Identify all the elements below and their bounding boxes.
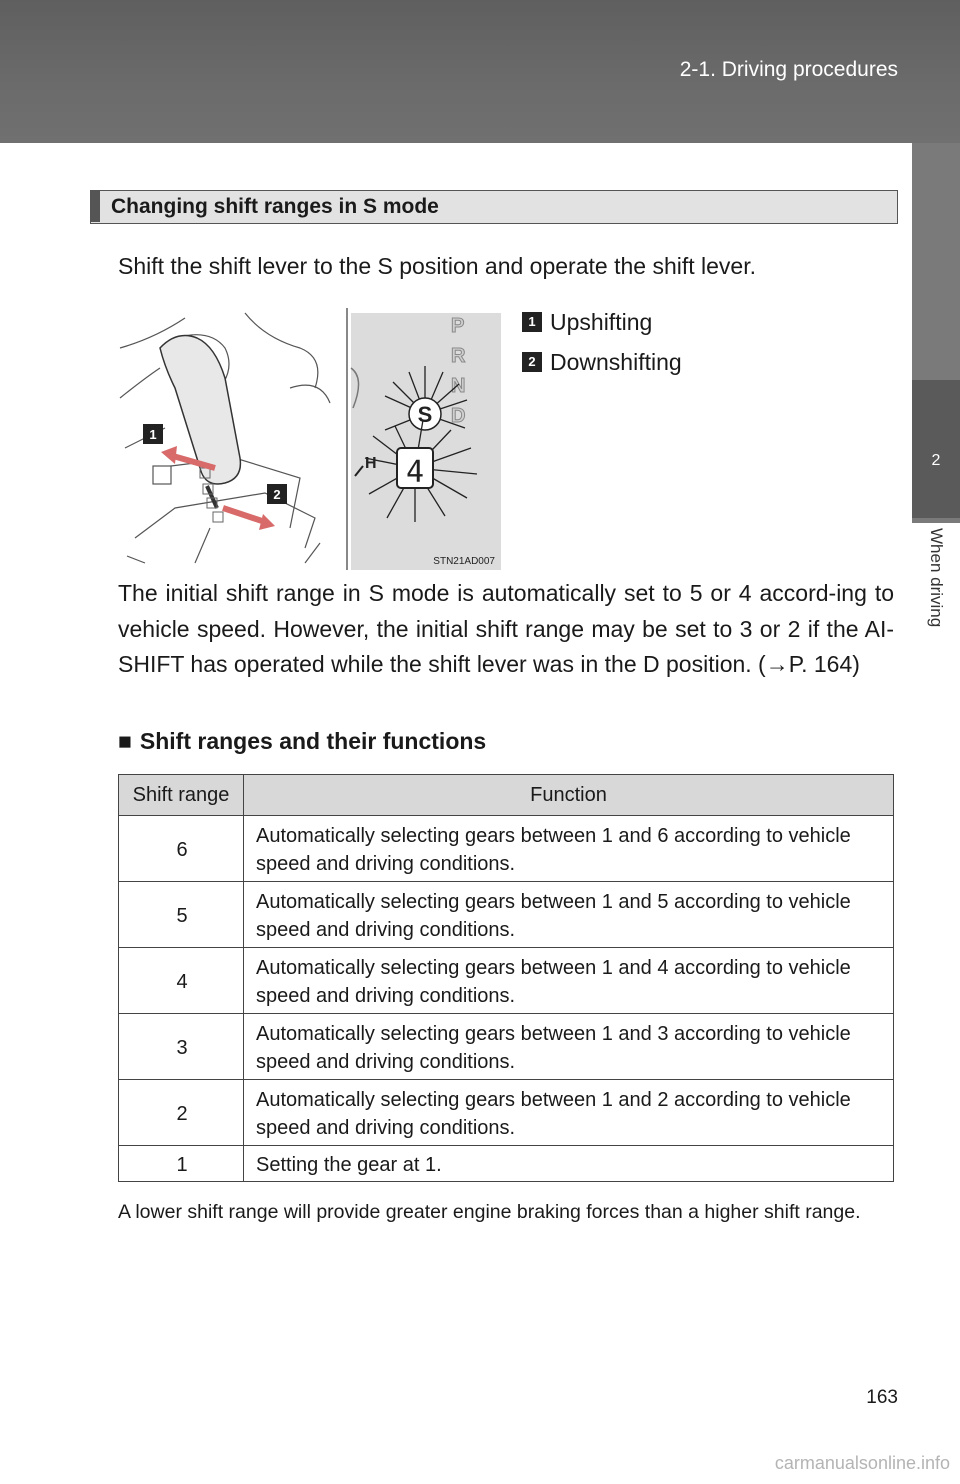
gear-letter-r: R	[451, 345, 466, 367]
legend-label-upshifting: Upshifting	[550, 308, 653, 335]
function-cell: Automatically selecting gears between 1 and 6 according to vehicle speed and driving conditions.	[244, 816, 894, 882]
subsection-heading	[118, 728, 486, 755]
shift-range-cell: 5	[119, 882, 244, 948]
side-tab-label: When driving	[927, 528, 946, 628]
gear-letter-n: N	[451, 375, 466, 397]
table-row	[119, 948, 894, 1014]
section-title: Changing shift ranges in S mode	[111, 195, 439, 218]
legend-label-downshifting: Downshifting	[550, 348, 682, 375]
table-row	[119, 1080, 894, 1146]
initial-shift-range-paragraph: The initial shift range in S mode is automatically set to 5 or 4 accord-ing to vehicle speed. However, the initial shift range may be set to 3 or 2 if the AI-SHIFT has operated while the shift lever was in the D position. (→P. 164)	[118, 580, 894, 677]
shift-range-table	[118, 774, 894, 1182]
gear-display-text: 4	[405, 455, 425, 490]
meter-panel	[351, 313, 501, 570]
side-tab-number: 2	[931, 452, 941, 469]
shift-range-cell: 4	[119, 948, 244, 1014]
function-cell: Automatically selecting gears between 1 and 2 according to vehicle speed and driving conditions.	[244, 1080, 894, 1146]
table-row	[119, 1014, 894, 1080]
instruction-text: Shift the shift lever to the S position and operate the shift lever.	[118, 253, 756, 279]
function-cell: Automatically selecting gears between 1 and 4 according to vehicle speed and driving conditions.	[244, 948, 894, 1014]
watermark-text: carmanualsonline.info	[774, 1453, 950, 1473]
page-number: 163	[866, 1387, 898, 1408]
column-header-shift-range: Shift range	[119, 775, 244, 816]
column-header-function: Function	[244, 775, 894, 816]
section-heading-bar	[90, 190, 898, 224]
callout-badge-1	[143, 424, 163, 444]
legend-badge-1: 1	[522, 312, 542, 332]
shift-range-cell: 6	[119, 816, 244, 882]
shift-range-cell: 3	[119, 1014, 244, 1080]
callout-badge-2	[267, 484, 287, 504]
shift-range-cell: 2	[119, 1080, 244, 1146]
figure-legend	[522, 302, 682, 382]
callout-2-text: 2	[273, 487, 281, 502]
gear-letter-d: D	[451, 405, 466, 427]
table-row	[119, 816, 894, 882]
legend-badge-2: 2	[522, 352, 542, 372]
heading-marker	[91, 191, 100, 222]
chapter-title: 2-1. Driving procedures	[679, 58, 898, 81]
function-cell: Automatically selecting gears between 1 and 3 according to vehicle speed and driving conditions.	[244, 1014, 894, 1080]
downshift-arrow	[223, 508, 265, 522]
subsection-marker: ■	[118, 728, 132, 754]
table-header-row	[119, 775, 894, 816]
callout-1-text: 1	[149, 427, 157, 442]
function-cell: Automatically selecting gears between 1 and 5 according to vehicle speed and driving conditions.	[244, 882, 894, 948]
gear-letter-p: P	[451, 315, 465, 337]
legend-item-downshifting	[522, 342, 682, 382]
subsection-title: Shift ranges and their functions	[139, 728, 487, 754]
engine-braking-note: A lower shift range will provide greater engine braking forces than a higher shift range.	[118, 1201, 861, 1223]
table-row	[119, 1146, 894, 1182]
side-tab-strip	[912, 380, 960, 518]
shift-range-cell: 1	[119, 1146, 244, 1182]
table-row	[119, 882, 894, 948]
function-cell: Setting the gear at 1.	[244, 1146, 894, 1182]
figure-code: STN21AD007	[433, 556, 495, 567]
legend-item-upshifting	[522, 302, 682, 342]
h-mark: H	[365, 455, 377, 472]
s-indicator-text: S	[417, 402, 433, 427]
shift-lever-illustration	[115, 308, 501, 570]
